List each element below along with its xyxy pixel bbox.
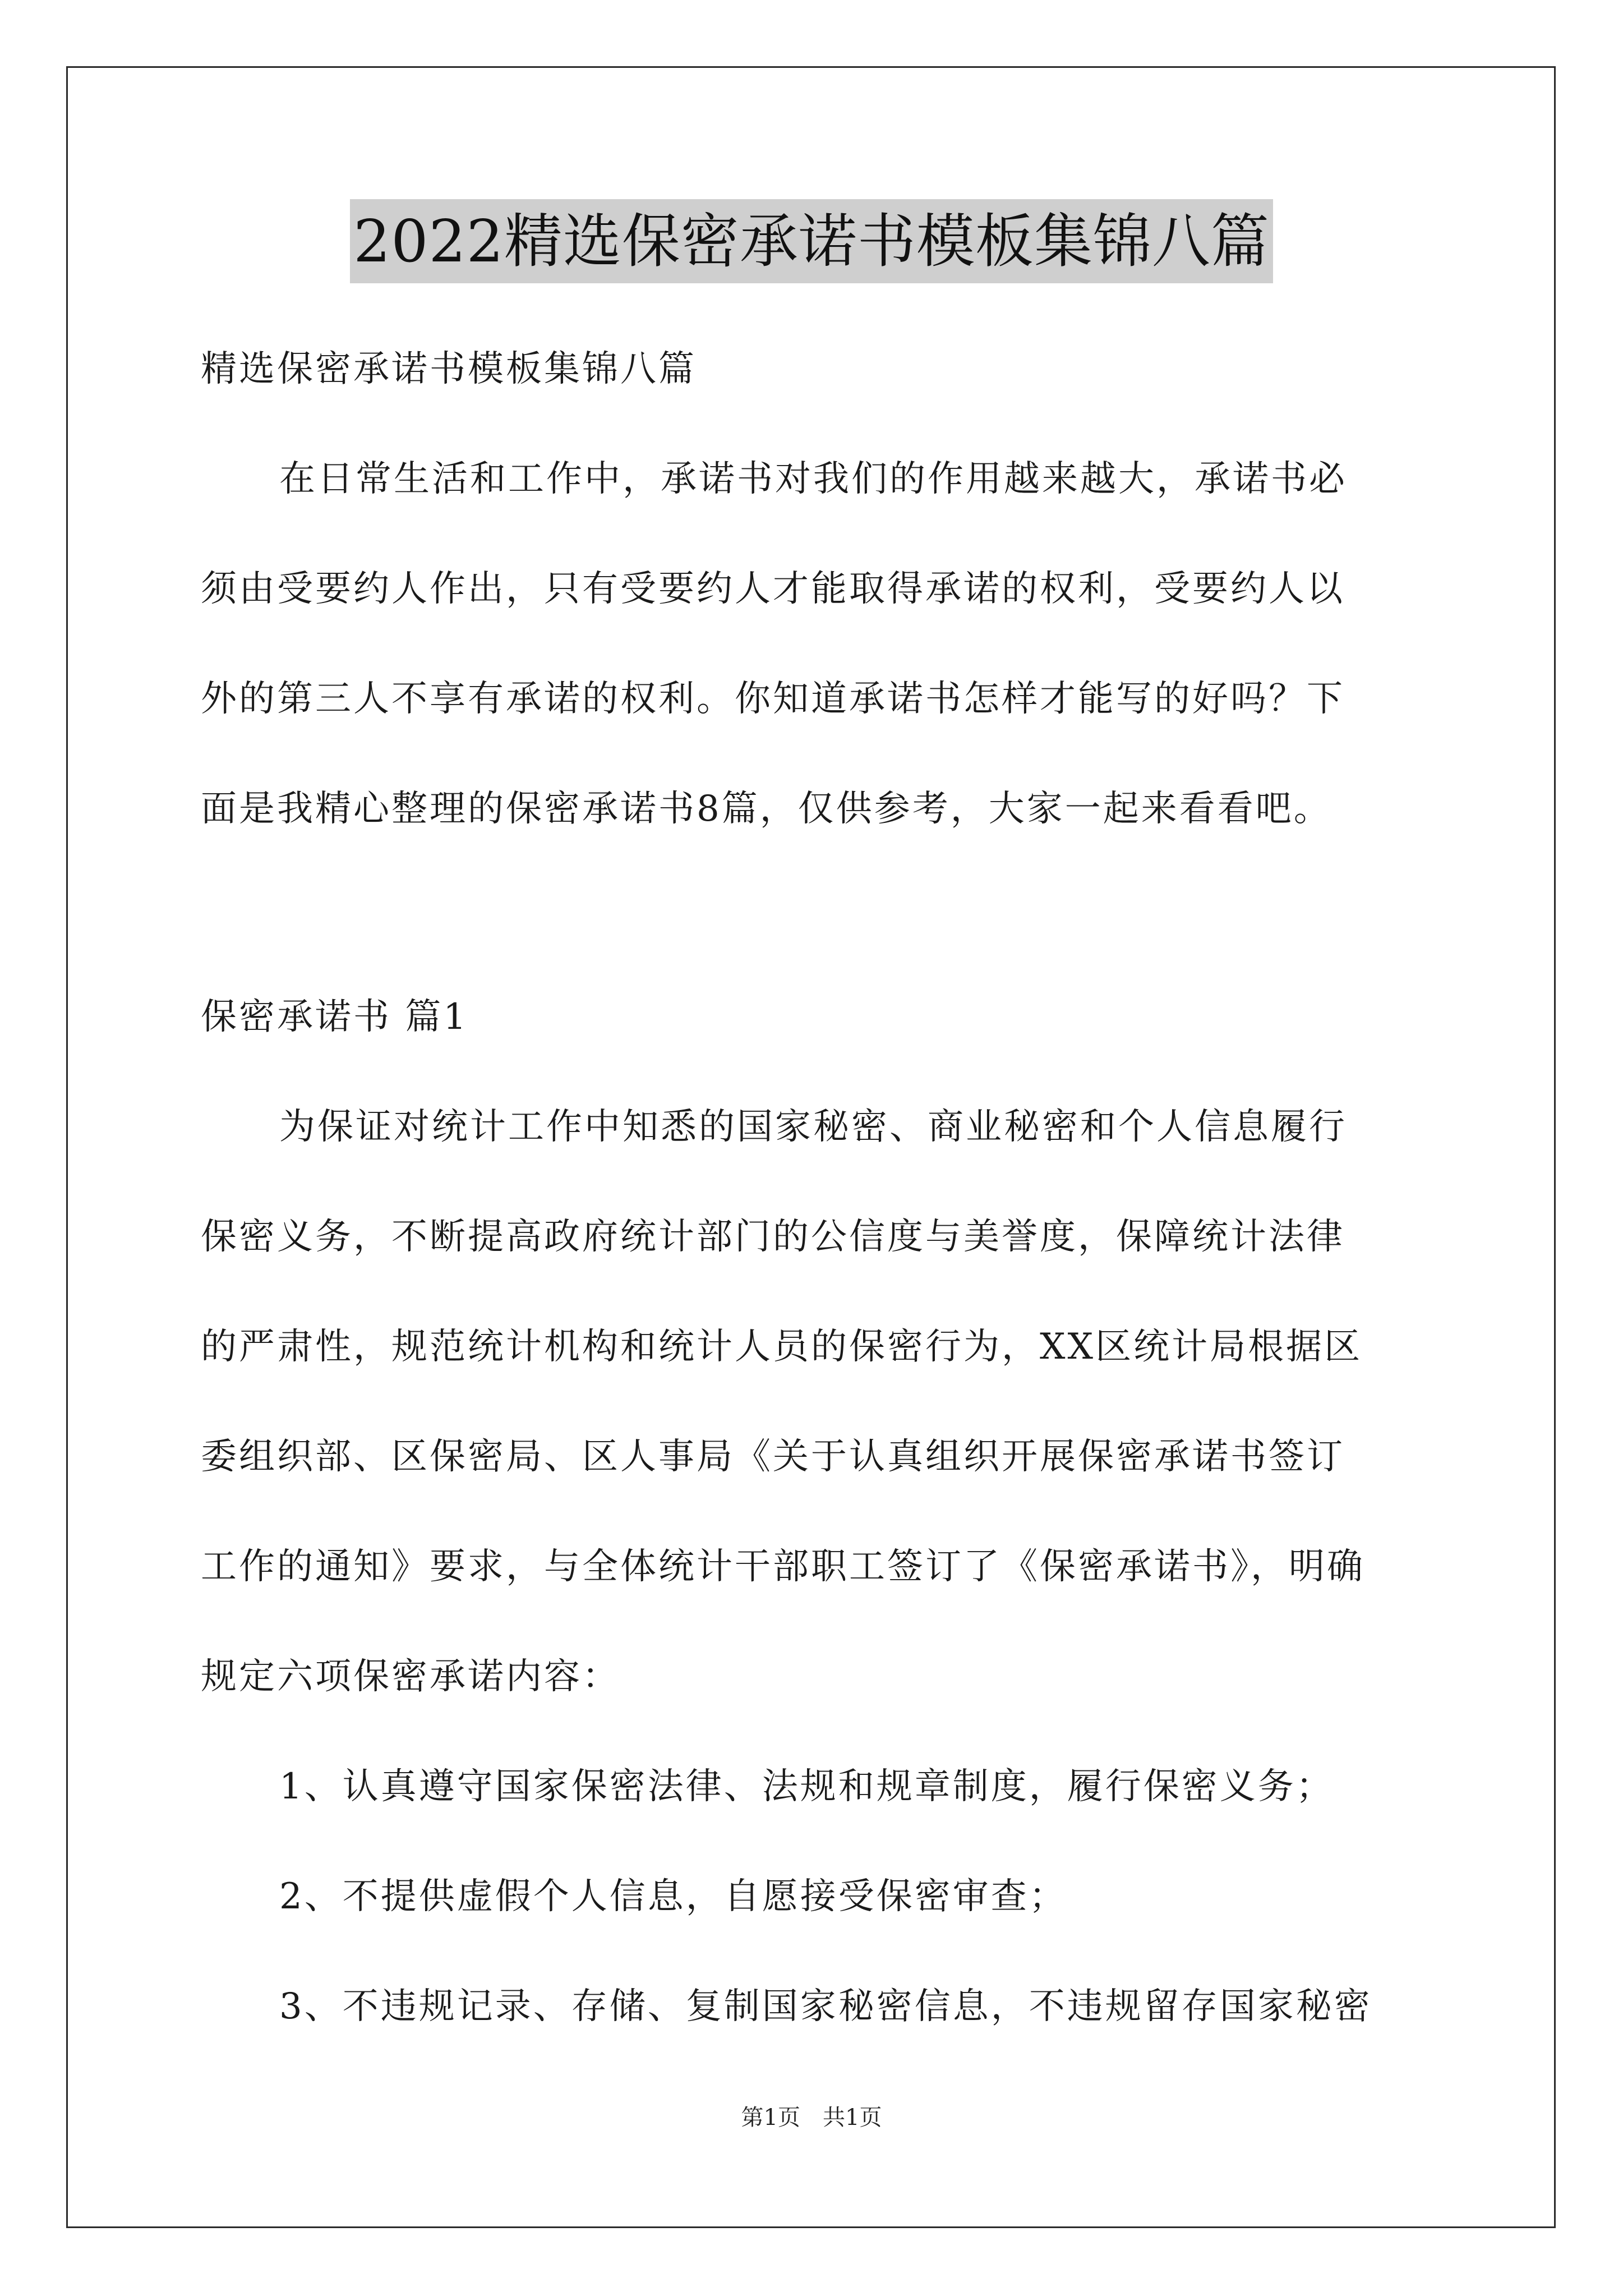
list-item: 2、不提供虚假个人信息，自愿接受保密审查； (279, 1876, 1067, 1917)
body-line: 为保证对统计工作中知悉的国家秘密、商业秘密和个人信息履行 (279, 1106, 1347, 1148)
intro-paragraph (201, 424, 1433, 864)
document-subtitle: 精选保密承诺书模板集锦八篇 (201, 348, 697, 390)
body-line: 规定六项保密承诺内容： (201, 1656, 620, 1697)
document-title: 2022精选保密承诺书模板集锦八篇 (350, 199, 1273, 283)
list-item: 1、认真遵守国家保密法律、法规和规章制度，履行保密义务； (279, 1766, 1334, 1807)
body-line: 工作的通知》要求，与全体统计干部职工签订了《保密承诺书》，明确 (201, 1546, 1365, 1588)
body-line: 委组织部、区保密局、区人事局《关于认真组织开展保密承诺书签订 (201, 1436, 1345, 1478)
list-item: 3、不违规记录、存储、复制国家秘密信息，不违规留存国家秘密 (279, 1986, 1372, 2027)
title-container (0, 199, 1623, 283)
body-line: 保密义务，不断提高政府统计部门的公信度与美誉度，保障统计法律 (201, 1216, 1345, 1258)
page-footer: 第1页 共1页 (741, 2105, 882, 2131)
section-heading: 保密承诺书 篇1 (201, 996, 469, 1038)
body-paragraph (201, 1072, 1433, 1732)
intro-line: 外的第三人不享有承诺的权利。你知道承诺书怎样才能写的好吗？下 (201, 678, 1345, 720)
document-body (201, 314, 1433, 2062)
intro-line: 面是我精心整理的保密承诺书8篇，仅供参考，大家一起来看看吧。 (201, 788, 1332, 830)
intro-line: 在日常生活和工作中，承诺书对我们的作用越来越大，承诺书必 (279, 458, 1347, 500)
intro-line: 须由受要约人作出，只有受要约人才能取得承诺的权利，受要约人以 (201, 568, 1345, 610)
body-line: 的严肃性，规范统计机构和统计人员的保密行为，XX区统计局根据区 (201, 1326, 1363, 1368)
commitment-list (201, 1732, 1433, 2062)
